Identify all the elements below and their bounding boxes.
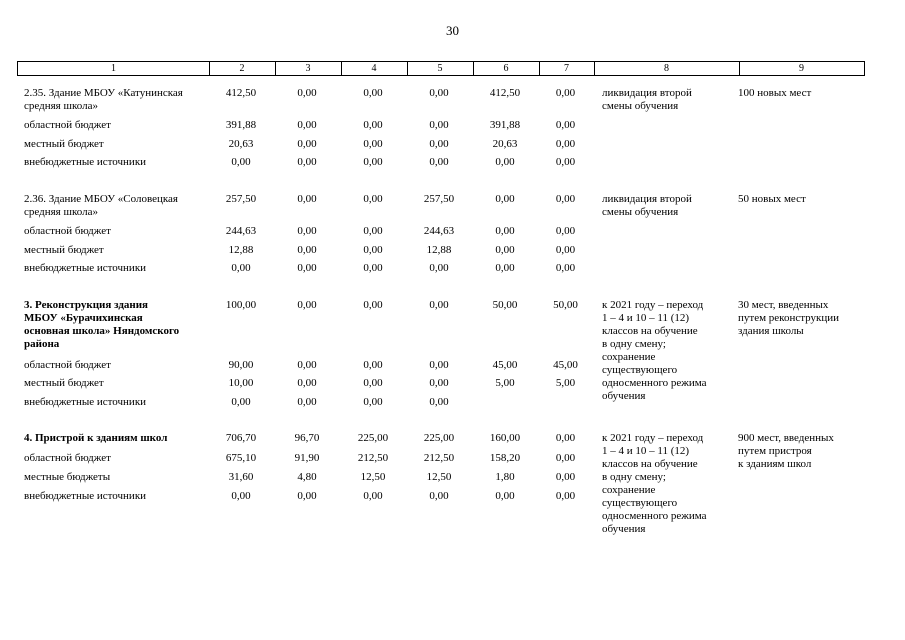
cell-value: 212,50: [423, 452, 455, 464]
cell-value: 0,00: [363, 138, 383, 150]
cell-value: 0,00: [231, 262, 251, 274]
cell-value: 257,50: [225, 193, 257, 205]
cell-value: 257,50: [423, 193, 455, 205]
cell-value: 675,10: [225, 452, 257, 464]
header-col-3: 3: [305, 63, 311, 74]
cell-value: 96,70: [294, 432, 320, 444]
cell-value: 0,00: [363, 87, 383, 99]
cell-value: 0,00: [429, 262, 449, 274]
cell-value: 0,00: [429, 490, 449, 502]
cell-value: 0,00: [555, 262, 576, 274]
cell-value: 0,00: [363, 119, 383, 131]
cell-value: 0,00: [555, 432, 576, 444]
cell-value: 244,63: [225, 225, 257, 237]
cell-value: 0,00: [297, 359, 317, 371]
header-col-5: 5: [437, 63, 443, 74]
cell-value: 158,20: [489, 452, 521, 464]
cell-value: 4,80: [297, 471, 317, 483]
cell-value: 0,00: [297, 377, 317, 389]
row-title-line: средняя школа»: [24, 100, 98, 112]
cell-value: 0,00: [429, 119, 449, 131]
indicator-text-line: 100 новых мест: [738, 87, 812, 99]
result-text-line: 1 – 4 и 10 – 11 (12): [602, 445, 690, 457]
cell-value: 0,00: [555, 452, 576, 464]
result-text-line: к 2021 году – переход: [602, 432, 704, 444]
cell-value: 244,63: [423, 225, 455, 237]
cell-value: 0,00: [555, 193, 576, 205]
cell-value: 0,00: [297, 396, 317, 408]
row-title-line: МБОУ «Бурачихинская: [24, 312, 143, 324]
cell-value: 160,00: [489, 432, 521, 444]
result-text-line: сохранение: [602, 484, 656, 496]
row-title-line: 4. Пристрой к зданиям школ: [24, 432, 168, 444]
cell-value: 5,00: [555, 377, 576, 389]
cell-value: 50,00: [553, 299, 578, 311]
cell-value: 90,00: [228, 359, 254, 371]
row-label: местный бюджет: [24, 244, 104, 256]
cell-value: 0,00: [297, 490, 317, 502]
indicator-text-line: к зданиям школ: [738, 458, 812, 470]
cell-value: 0,00: [297, 299, 317, 311]
result-text-line: сохранение: [602, 351, 656, 363]
cell-value: 0,00: [555, 244, 576, 256]
cell-value: 0,00: [555, 87, 576, 99]
cell-value: 0,00: [429, 377, 449, 389]
cell-value: 10,00: [228, 377, 254, 389]
cell-value: 0,00: [297, 87, 317, 99]
indicator-text-line: путем реконструкции: [738, 312, 840, 324]
cell-value: 0,00: [495, 244, 515, 256]
cell-value: 0,00: [429, 299, 449, 311]
cell-value: 0,00: [231, 156, 251, 168]
result-text-line: смены обучения: [602, 206, 679, 218]
cell-value: 0,00: [363, 193, 383, 205]
header-col-4: 4: [371, 63, 377, 74]
cell-value: 45,00: [553, 359, 578, 371]
cell-value: 100,00: [225, 299, 257, 311]
result-text-line: ликвидация второй: [602, 193, 692, 205]
cell-value: 0,00: [363, 359, 383, 371]
cell-value: 412,50: [225, 87, 257, 99]
cell-value: 12,88: [228, 244, 254, 256]
cell-value: 0,00: [555, 138, 576, 150]
result-text-line: в одну смену;: [602, 338, 666, 350]
cell-value: 0,00: [495, 262, 515, 274]
cell-value: 0,00: [555, 471, 576, 483]
result-text-line: существующего: [602, 497, 678, 509]
cell-value: 0,00: [297, 193, 317, 205]
cell-value: 0,00: [231, 490, 251, 502]
result-text-line: обучения: [602, 523, 646, 535]
cell-value: 391,88: [225, 119, 257, 131]
cell-value: 0,00: [429, 138, 449, 150]
row-label: областной бюджет: [24, 119, 111, 131]
result-text-line: односменного режима: [602, 510, 707, 522]
cell-value: 0,00: [495, 490, 515, 502]
cell-value: 12,50: [360, 471, 386, 483]
result-text-line: к 2021 году – переход: [602, 299, 704, 311]
row-label: внебюджетные источники: [24, 262, 147, 274]
cell-value: 0,00: [429, 87, 449, 99]
cell-value: 12,88: [426, 244, 452, 256]
cell-value: 0,00: [297, 225, 317, 237]
cell-value: 0,00: [555, 490, 576, 502]
indicator-text-line: здания школы: [738, 325, 804, 337]
cell-value: 212,50: [357, 452, 389, 464]
row-title-line: основная школа» Няндомского: [24, 325, 180, 337]
indicator-text-line: 30 мест, введенных: [738, 299, 829, 311]
column-number-header: [17, 61, 865, 76]
cell-value: 706,70: [225, 432, 257, 444]
cell-value: 20,63: [492, 138, 518, 150]
row-label: местные бюджеты: [24, 471, 111, 483]
cell-value: 50,00: [492, 299, 518, 311]
cell-value: 12,50: [426, 471, 452, 483]
cell-value: 0,00: [555, 225, 576, 237]
page-number: 30: [446, 23, 459, 38]
cell-value: 5,00: [495, 377, 515, 389]
indicator-text-line: 50 новых мест: [738, 193, 806, 205]
cell-value: 412,50: [489, 87, 521, 99]
row-label: внебюджетные источники: [24, 156, 147, 168]
result-text-line: классов на обучение: [602, 325, 698, 337]
cell-value: 0,00: [363, 244, 383, 256]
cell-value: 0,00: [363, 299, 383, 311]
cell-value: 0,00: [363, 490, 383, 502]
cell-value: 0,00: [297, 262, 317, 274]
header-col-7: 7: [564, 63, 569, 74]
cell-value: 0,00: [363, 262, 383, 274]
result-text-line: классов на обучение: [602, 458, 698, 470]
cell-value: 225,00: [357, 432, 389, 444]
result-text-line: в одну смену;: [602, 471, 666, 483]
cell-value: 0,00: [363, 225, 383, 237]
cell-value: 0,00: [363, 396, 383, 408]
result-text-line: обучения: [602, 390, 646, 402]
cell-value: 0,00: [429, 156, 449, 168]
row-label: внебюджетные источники: [24, 490, 147, 502]
row-label: областной бюджет: [24, 452, 111, 464]
cell-value: 0,00: [555, 156, 576, 168]
result-text-line: односменного режима: [602, 377, 707, 389]
cell-value: 0,00: [231, 396, 251, 408]
cell-value: 0,00: [297, 138, 317, 150]
cell-value: 391,88: [489, 119, 521, 131]
cell-value: 0,00: [297, 119, 317, 131]
cell-value: 0,00: [363, 156, 383, 168]
header-col-6: 6: [503, 63, 509, 74]
row-title-line: 3. Реконструкция здания: [24, 299, 149, 311]
header-col-8: 8: [664, 63, 669, 74]
header-col-9: 9: [799, 63, 804, 74]
header-col-1: 1: [111, 63, 116, 74]
cell-value: 0,00: [555, 119, 576, 131]
cell-value: 0,00: [429, 396, 449, 408]
cell-value: 45,00: [492, 359, 518, 371]
cell-value: 20,63: [228, 138, 254, 150]
row-title-line: 2.35. Здание МБОУ «Катунинская: [24, 87, 183, 99]
cell-value: 31,60: [228, 471, 254, 483]
cell-value: 0,00: [363, 377, 383, 389]
result-text-line: 1 – 4 и 10 – 11 (12): [602, 312, 690, 324]
row-title-line: района: [24, 338, 60, 350]
cell-value: 0,00: [495, 156, 515, 168]
indicator-text-line: 900 мест, введенных: [738, 432, 834, 444]
cell-value: 225,00: [423, 432, 455, 444]
result-text-line: смены обучения: [602, 100, 679, 112]
row-label: местный бюджет: [24, 377, 104, 389]
indicator-text-line: путем пристроя: [738, 445, 812, 457]
cell-value: 1,80: [495, 471, 515, 483]
cell-value: 0,00: [495, 193, 515, 205]
cell-value: 0,00: [495, 225, 515, 237]
header-col-2: 2: [239, 63, 245, 74]
row-label: областной бюджет: [24, 225, 111, 237]
result-text-line: ликвидация второй: [602, 87, 692, 99]
row-label: внебюджетные источники: [24, 396, 147, 408]
row-label: местный бюджет: [24, 138, 104, 150]
cell-value: 91,90: [294, 452, 320, 464]
row-label: областной бюджет: [24, 359, 111, 371]
result-text-line: существующего: [602, 364, 678, 376]
row-title-line: средняя школа»: [24, 206, 98, 218]
row-title-line: 2.36. Здание МБОУ «Соловецкая: [24, 193, 178, 205]
cell-value: 0,00: [429, 359, 449, 371]
cell-value: 0,00: [297, 156, 317, 168]
cell-value: 0,00: [297, 244, 317, 256]
